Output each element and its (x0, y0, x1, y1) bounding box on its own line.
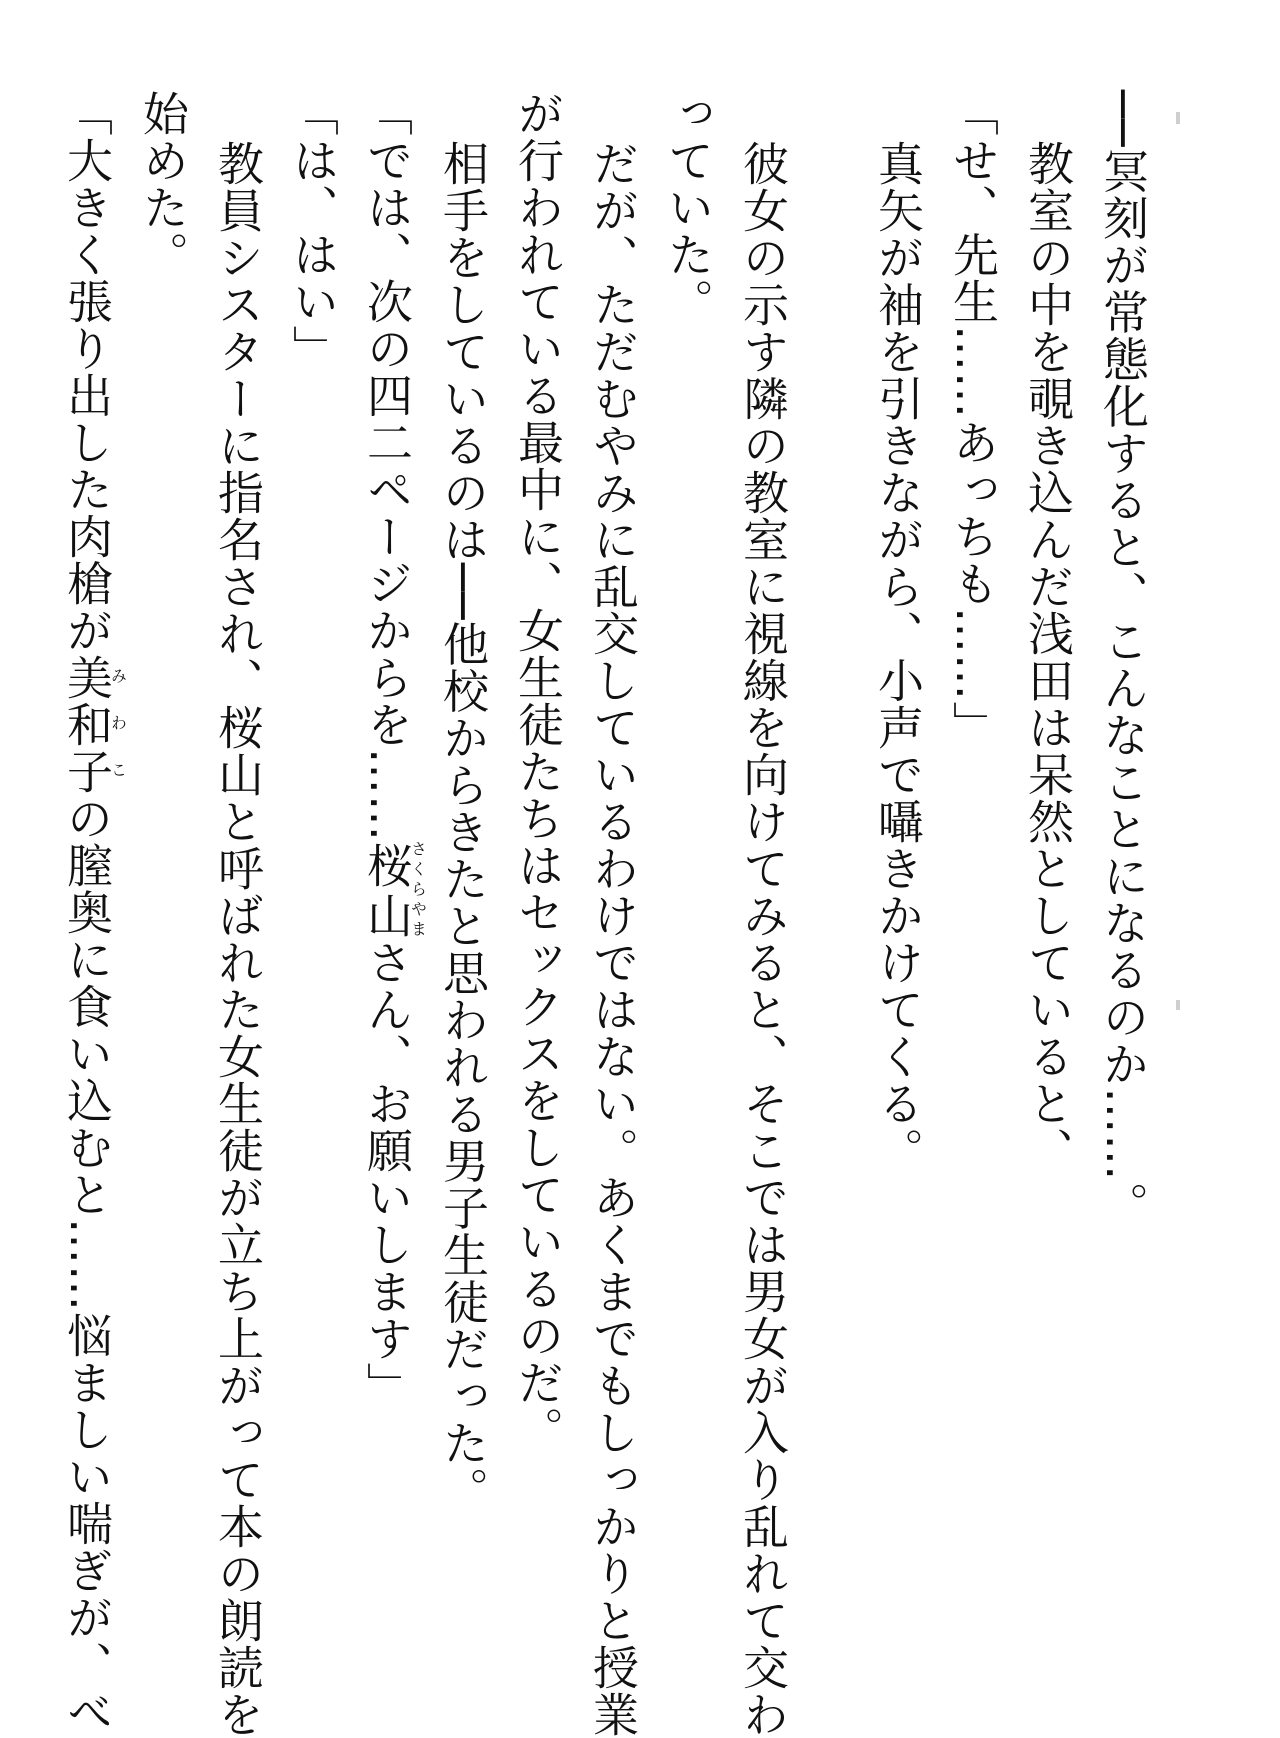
text-line-12: 教員シスターに指名され、桜山と呼ばれた女生徒が立ち上がって本の朗読を (211, 140, 265, 1738)
gutter-mark (1176, 112, 1180, 124)
text-line-10-start: 「では、次の四二ページからを…… (360, 90, 414, 842)
text-line-14 (50, 90, 128, 1735)
text-line-14-start: 「大きく張り出した肉槍が (60, 90, 114, 654)
text-line-4: 真矢が袖を引きながら、小声で囁きかけてくる。 (871, 140, 925, 1174)
text-line-10-san: さん (360, 939, 414, 1033)
text-line-5: 彼女の示す隣の教室に視線を向けてみると、そこでは男女が入り乱れて交わ (736, 140, 790, 1738)
text-line-10-end: 、お願いします」 (360, 1033, 414, 1409)
ruby-sakurayama: 桜山さくらやま (360, 840, 428, 941)
text-line-7: だが、ただむやみに乱交しているわけではない。あくまでもしっかりと授業 (586, 140, 640, 1738)
text-line-11: 「は、はい」 (286, 90, 340, 372)
text-line-9: 相手をしているのは──他校からきたと思われる男子生徒だった。 (436, 140, 490, 1514)
gutter-mark (1176, 1000, 1180, 1010)
text-line-8: が行われている最中に、女生徒たちはセックスをしているのだ。 (511, 90, 565, 1453)
text-line-10 (350, 90, 426, 1650)
text-line-6: っていた。 (661, 90, 715, 325)
text-line-2: 教室の中を覗き込んだ浅田は呆然としていると、 (1021, 140, 1075, 1174)
text-line-1: ──冥刻が常態化すると、こんなことになるのか……。 (1096, 90, 1150, 1229)
text-line-13: 始めた。 (136, 90, 190, 278)
ruby-miwako: 美和子みわこ (60, 654, 128, 795)
text-line-3: 「せ、先生……あっちも……」 (946, 90, 1000, 748)
text-line-14-end: の膣奥に食い込むと……悩ましい喘ぎが、べ (60, 795, 114, 1735)
